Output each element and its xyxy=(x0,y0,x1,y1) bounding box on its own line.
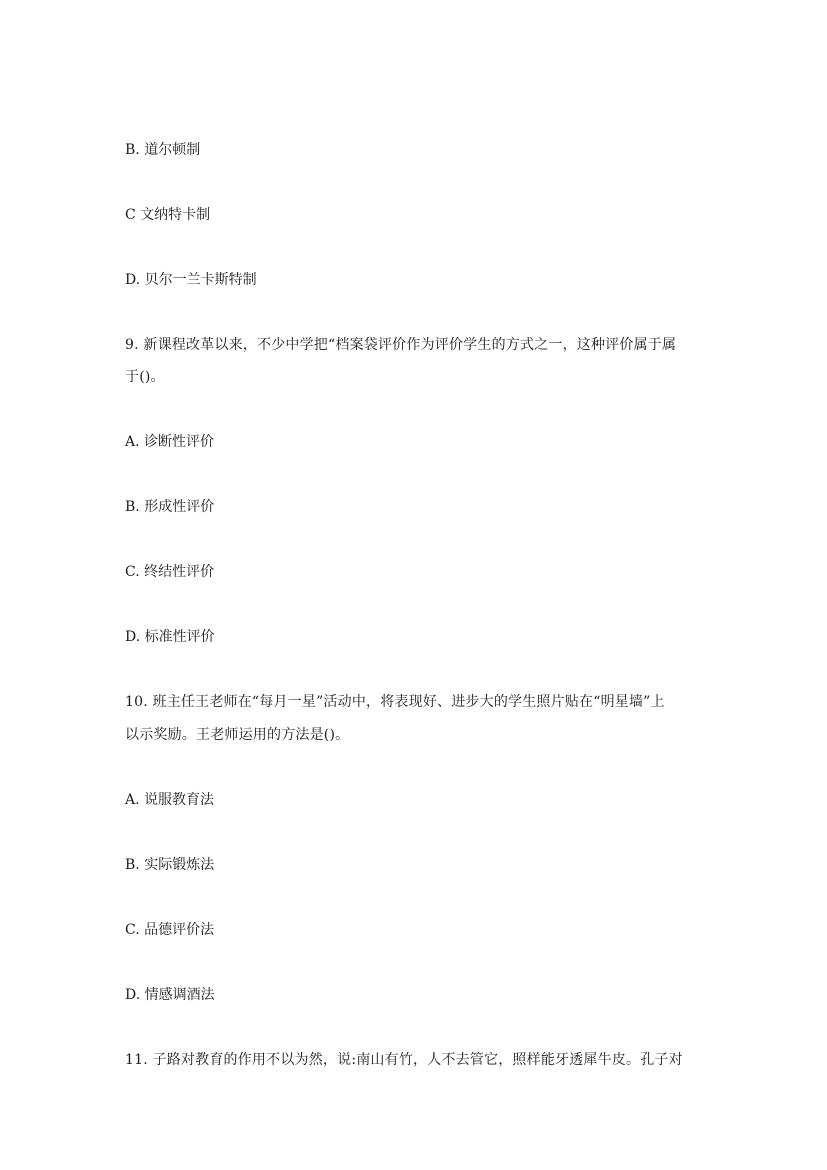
question-10-option-a: A. 说服教育法 xyxy=(125,792,215,808)
question-9-option-d: D. 标准性评价 xyxy=(125,629,215,645)
question-10-stem-line-1: 10. 班主任王老师在“每月一星”活动中，将表现好、进步大的学生照片贴在“明星墙”上 xyxy=(125,694,665,710)
prev-question-option-d: D. 贝尔一兰卡斯特制 xyxy=(125,272,257,288)
prev-question-option-b: B. 道尔顿制 xyxy=(125,142,201,158)
question-9-option-b: B. 形成性评价 xyxy=(125,499,215,515)
question-9-option-a: A. 诊断性评价 xyxy=(125,434,215,450)
question-11-stem-line-1: 11. 子路对教育的作用不以为然，说:南山有竹，人不去管它，照样能牙透犀牛皮。孔子对 xyxy=(125,1052,683,1068)
question-9-option-c: C. 终结性评价 xyxy=(125,564,215,580)
question-9-stem-line-2: 于()。 xyxy=(125,369,165,385)
question-10-option-c: C. 品德评价法 xyxy=(125,922,215,938)
prev-question-option-c: C 文纳特卡制 xyxy=(125,207,211,223)
question-10-stem-line-2: 以示奖励。王老师运用的方法是()。 xyxy=(125,727,350,743)
question-10-option-b: B. 实际锻炼法 xyxy=(125,857,215,873)
question-9-stem-line-1: 9. 新课程改革以来，不少中学把“档案袋评价作为评价学生的方式之一，这种评价属于属 xyxy=(125,337,677,353)
question-10-option-d: D. 情感调酒法 xyxy=(125,987,215,1003)
